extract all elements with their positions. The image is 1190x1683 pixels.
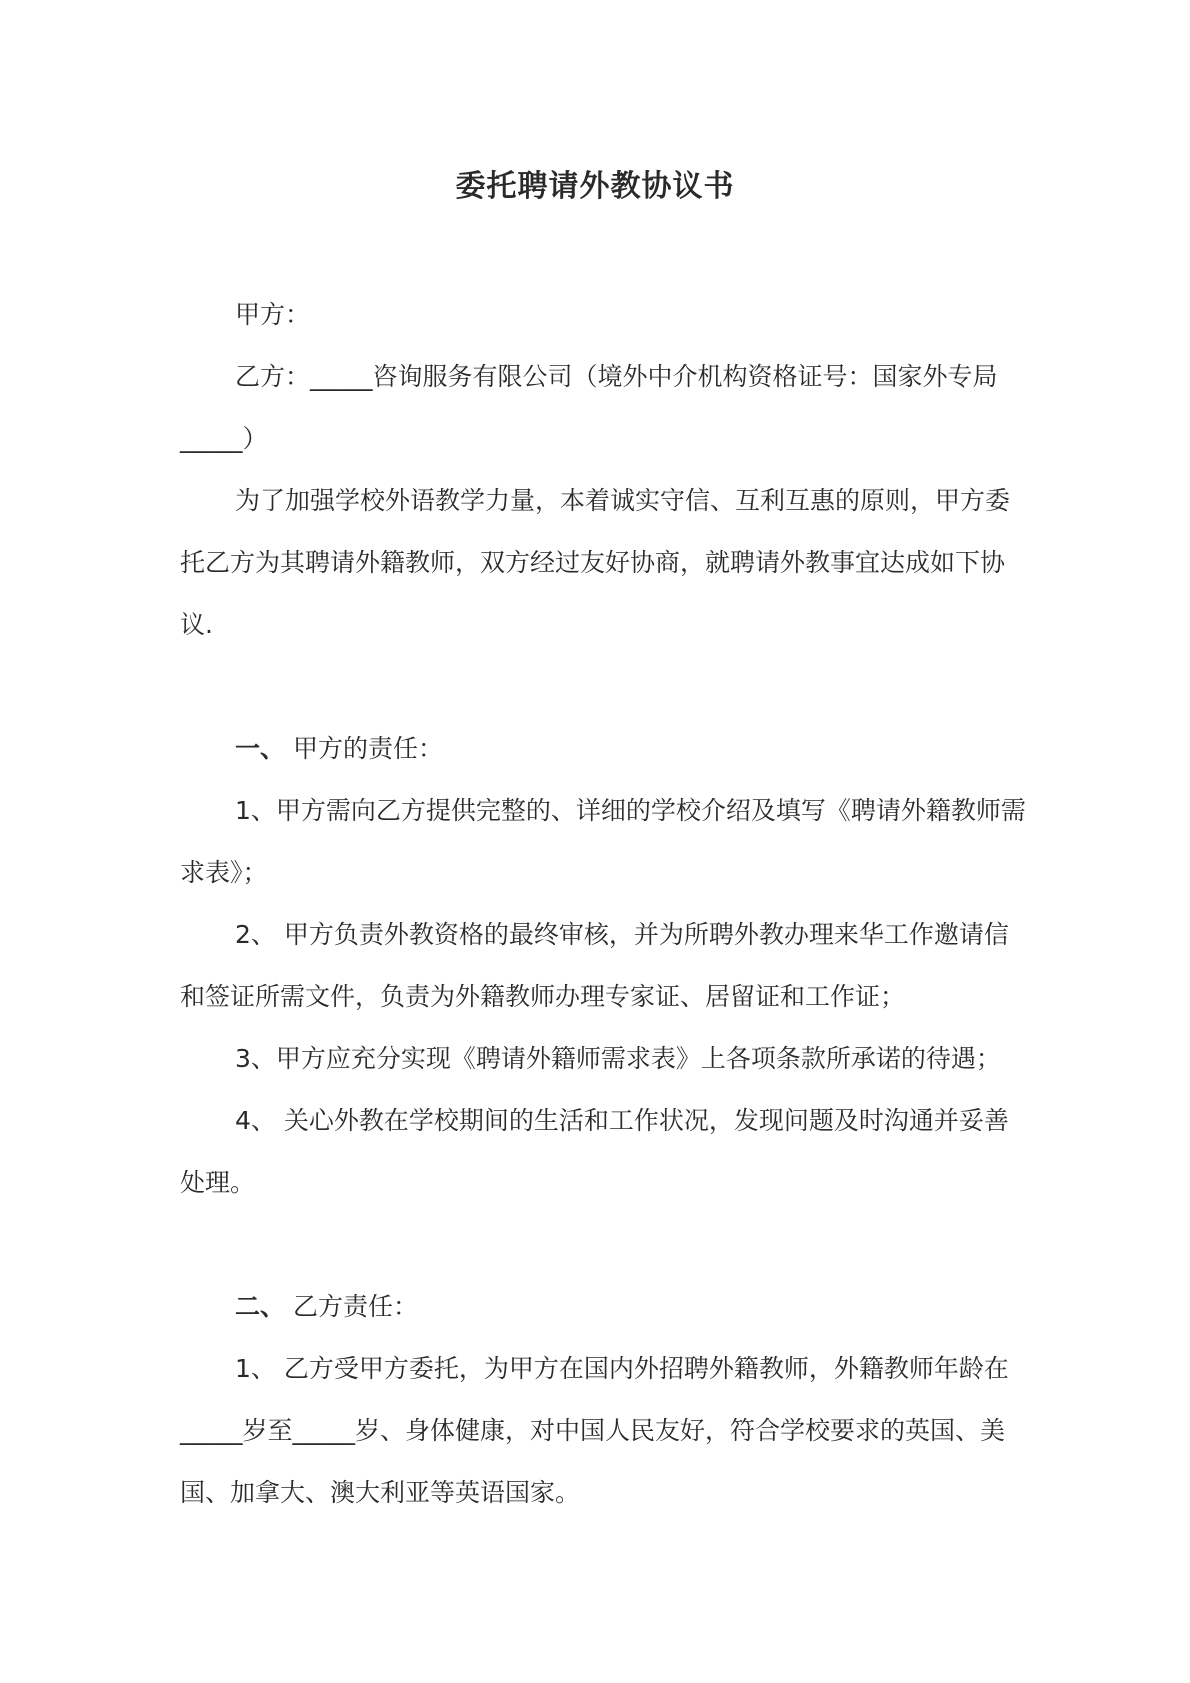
section-number: 一、 (235, 734, 286, 763)
document-title: 委托聘请外教协议书 (455, 169, 735, 204)
party-b-line: 乙方：_____咨询服务有限公司（境外中介机构资格证号：国家外专局_____） (180, 362, 998, 453)
section-heading-text: 乙方责任： (285, 1292, 418, 1321)
section-heading-text: 甲方的责任： (285, 734, 443, 763)
section1-item: 4、 关心外教在学校期间的生活和工作状况，发现问题及时沟通并妥善处理。 (180, 1106, 1009, 1197)
party-a-line: 甲方： (235, 300, 311, 329)
intro-paragraph: 为了加强学校外语教学力量，本着诚实守信、互利互惠的原则，甲方委托乙方为其聘请外籍教师，双方经过友好协商，就聘请外教事宜达成如下协议. (180, 486, 1011, 639)
section1-item: 3、甲方应充分实现《聘请外籍师需求表》上各项条款所承诺的待遇； (235, 1044, 1001, 1073)
section-heading-party-b (180, 1276, 1030, 1338)
section1-item: 2、 甲方负责外教资格的最终审核，并为所聘外教办理来华工作邀请信和签证所需文件，负责为外籍教师办理专家证、居留证和工作证； (180, 920, 1009, 1011)
section-heading-party-a (180, 718, 1030, 780)
section-number: 二、 (235, 1292, 286, 1321)
document-body (180, 284, 1030, 1524)
section1-item: 1、甲方需向乙方提供完整的、详细的学校介绍及填写《聘请外籍教师需求表》； (180, 796, 1026, 887)
section2-item: 1、 乙方受甲方委托，为甲方在国内外招聘外籍教师，外籍教师年龄在_____岁至_____岁、身体健康，对中国人民友好，符合学校要求的英国、美国、加拿大、澳大利亚等英语国家。 (180, 1354, 1009, 1507)
